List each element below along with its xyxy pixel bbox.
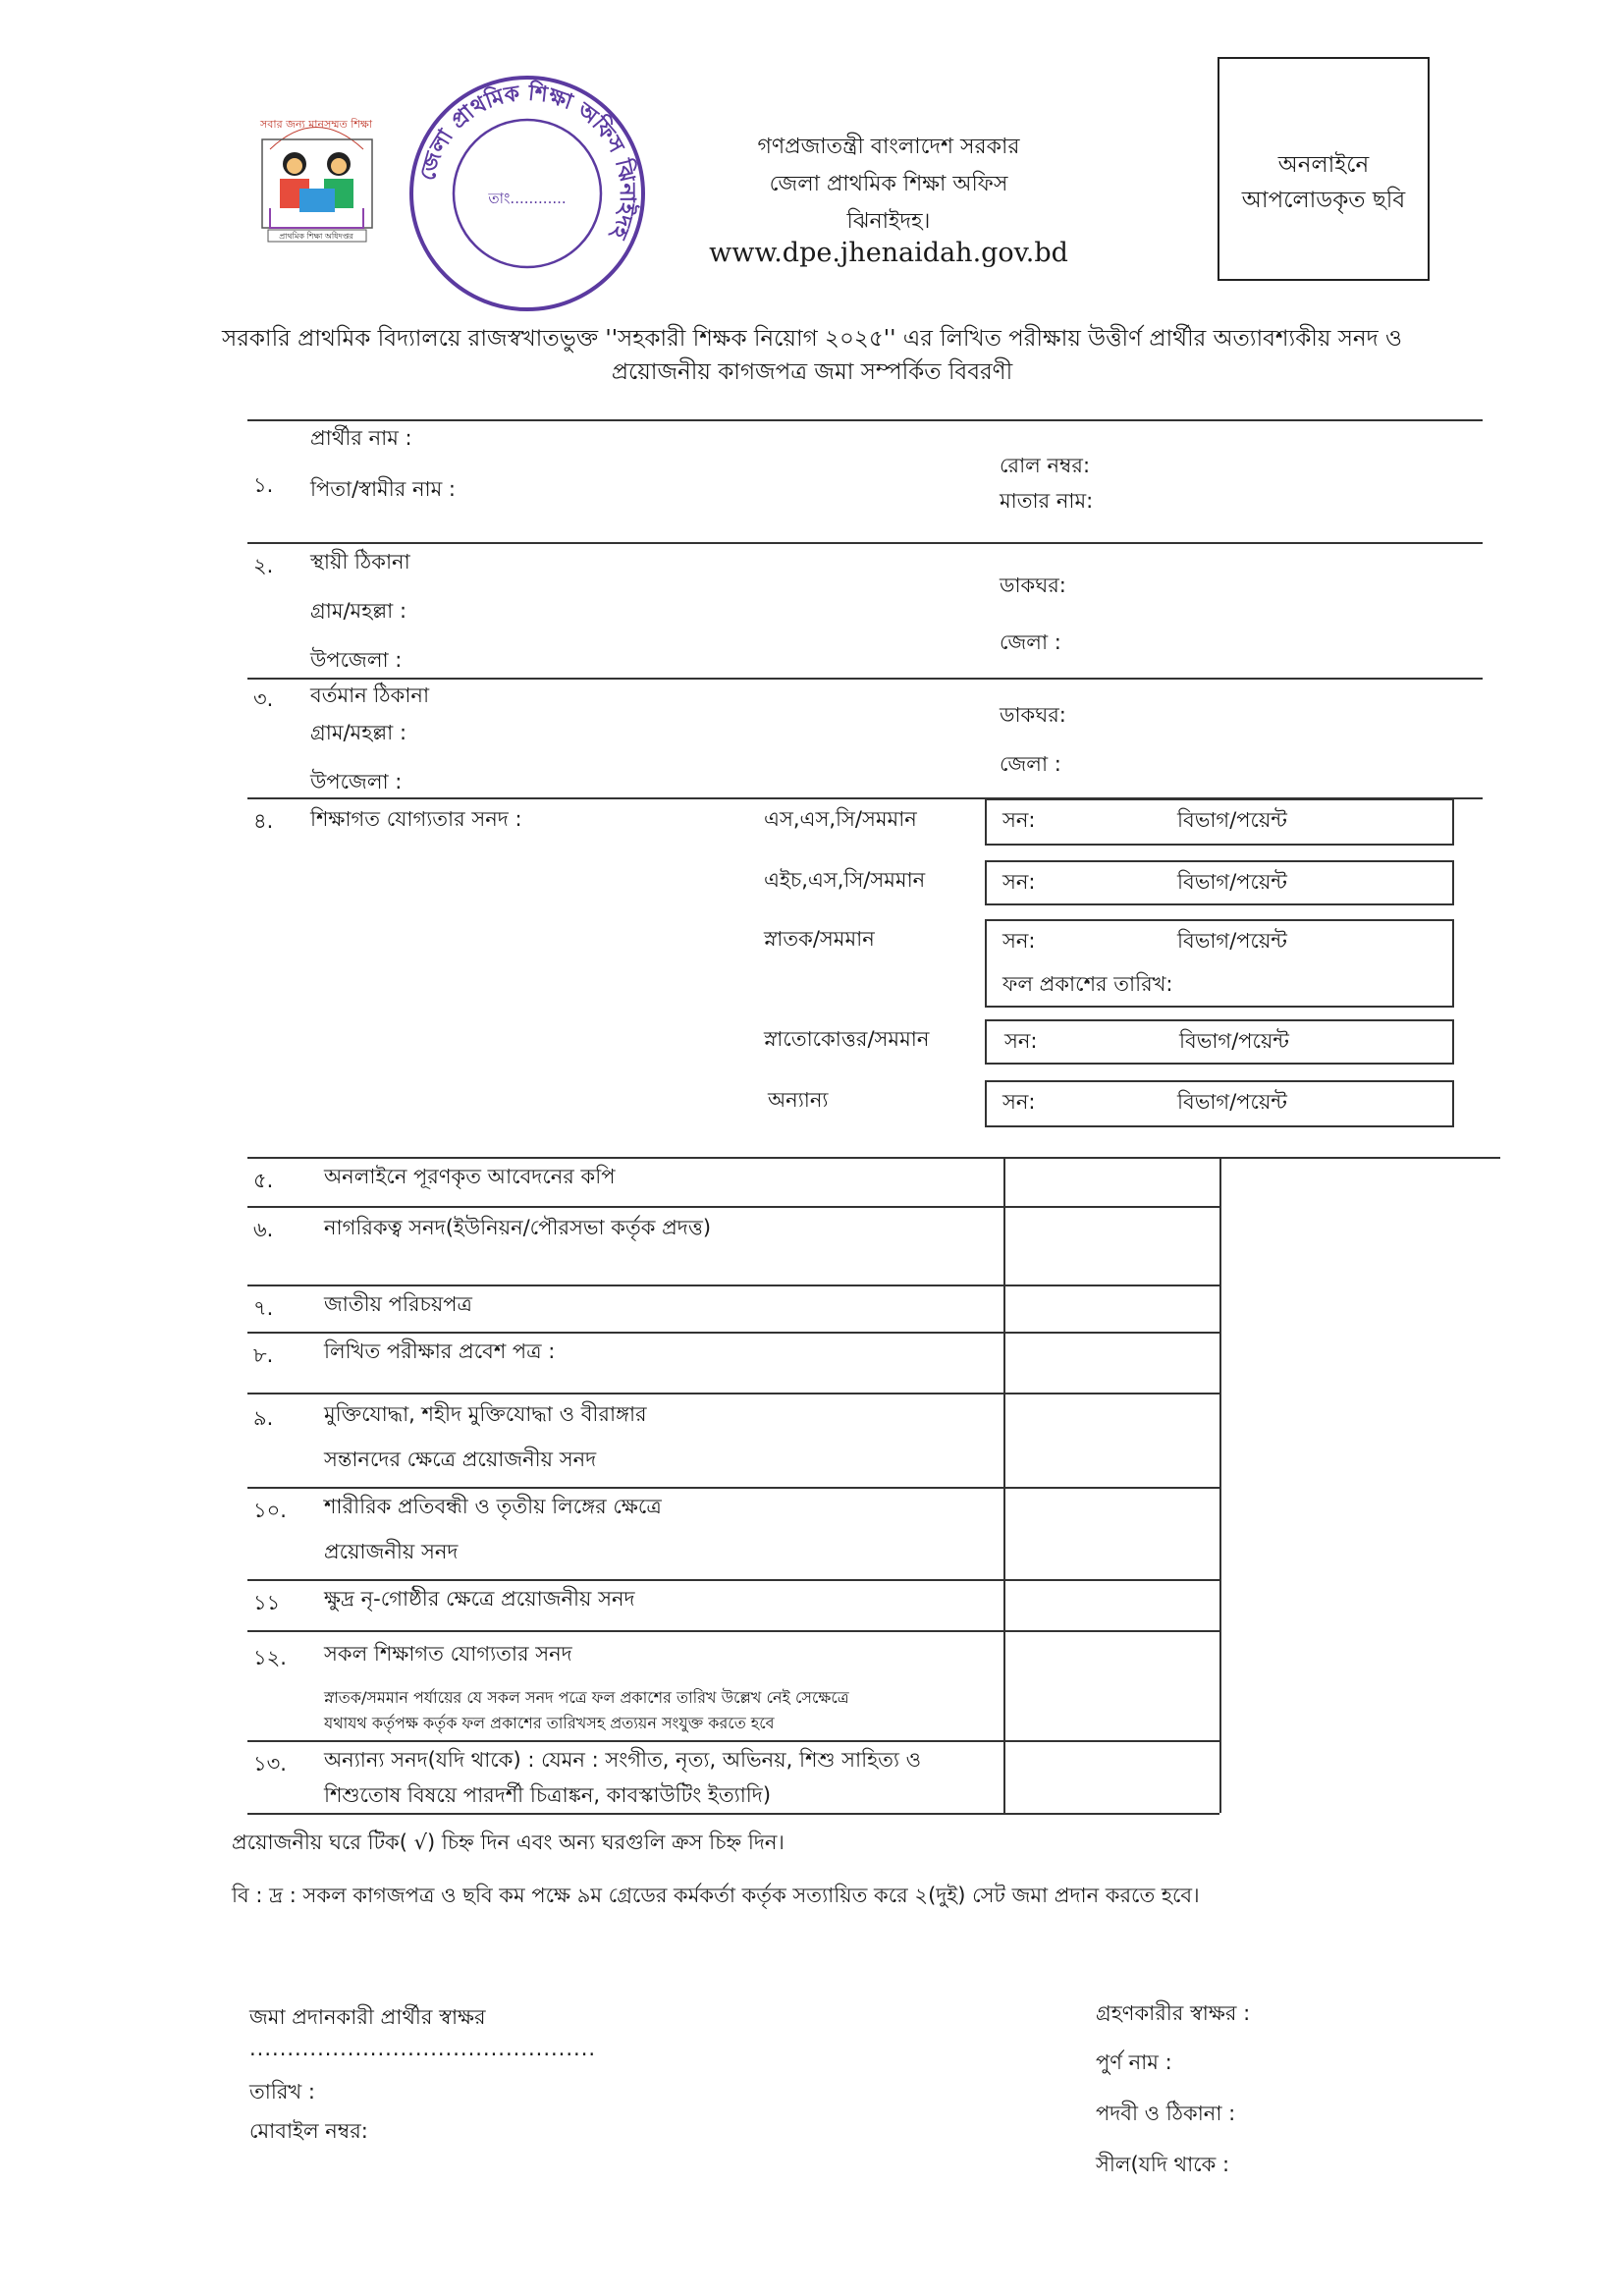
permanent-address-heading: স্থায়ী ঠিকানা — [310, 550, 410, 574]
postgraduate-result-box[interactable] — [985, 1019, 1454, 1065]
divider — [247, 542, 1483, 544]
receiver-seal-label: সীল(যদি থাকে : — [1096, 2153, 1230, 2176]
ssc-year-label: সন: — [1002, 808, 1036, 832]
table-top-border — [247, 1157, 1500, 1159]
checklist-item-label-2: শিশুতোষ বিষয়ে পারদর্শী চিত্রাঙ্কন, কাবস্কাউটিং ইত্যাদি) — [324, 1783, 772, 1807]
exam-hsc-label: এইচ,এস,সি/সমমান — [764, 868, 926, 892]
title-line-1: সরকারি প্রাথমিক বিদ্যালয়ে রাজস্বখাতভুক্ত ''সহকারী শিক্ষক নিয়োগ ২০২৫'' এর লিখিত পরীক্ষায় উত্তীর্ণ প্রার্থীর অত্যাবশ্যকীয় সনদ ও — [222, 326, 1402, 352]
checklist-number: ৭. — [253, 1296, 274, 1320]
postgraduate-year-label: সন: — [1004, 1029, 1038, 1053]
postgraduate-division-label: বিভাগ/পয়েন্ট — [1179, 1029, 1289, 1053]
tick-column-right-border — [1219, 1157, 1221, 1813]
checklist-note-1: স্নাতক/সমমান পর্যায়ের যে সকল সনদ পত্রে ফল প্রকাশের তারিখ উল্লেখ নেই সেক্ষেত্রে — [324, 1688, 849, 1707]
hsc-result-box[interactable] — [985, 860, 1454, 905]
graduate-result-box[interactable] — [985, 919, 1454, 1008]
tick-box-disability[interactable] — [1005, 1489, 1219, 1579]
applicant-signature-label: জমা প্রদানকারী প্রার্থীর স্বাক্ষর — [249, 2005, 486, 2029]
seal-text: জেলা প্রাথমিক শিক্ষা অফিস ঝিনাইদহ — [415, 81, 640, 243]
photo-upload-box — [1218, 57, 1430, 281]
tick-box-online-application[interactable] — [1005, 1159, 1219, 1206]
ssc-division-label: বিভাগ/পয়েন্ট — [1177, 808, 1287, 832]
receiver-designation-label: পদবী ও ঠিকানা : — [1096, 2102, 1236, 2125]
checklist-number: ৫. — [253, 1169, 274, 1192]
checklist-number: ১১ — [253, 1591, 281, 1614]
receiver-signature-label: গ্রহণকারীর স্বাক্ষর : — [1096, 2001, 1251, 2025]
checklist-item-label-2: সন্তানদের ক্ষেত্রে প্রয়োজনীয় সনদ — [324, 1448, 597, 1471]
tick-box-freedom-fighter[interactable] — [1005, 1394, 1219, 1487]
present-upazila-label: উপজেলা : — [310, 770, 403, 793]
logo-top-text: সবার জন্য মানসম্মত শিক্ষা — [259, 118, 373, 131]
present-address-heading: বর্তমান ঠিকানা — [310, 683, 430, 707]
present-post-label: ডাকঘর: — [1000, 703, 1066, 727]
seal-date: তাং............ — [488, 190, 567, 207]
tick-box-citizenship[interactable] — [1005, 1208, 1219, 1285]
hsc-year-label: সন: — [1002, 870, 1036, 894]
tick-instruction: প্রয়োজনীয় ঘরে টিক( √) চিহ্ন দিন এবং অন্য ঘরগুলি ক্রস চিহ্ন দিন। — [232, 1831, 785, 1854]
checklist-note-2: যথাযথ কর্তৃপক্ষ কর্তৃক ফল প্রকাশের তারিখসহ প্রত্যয়ন সংযুক্ত করতে হবে — [324, 1714, 775, 1732]
section-1-number: ১. — [253, 473, 274, 497]
govt-line-2: জেলা প্রাথমিক শিক্ষা অফিস — [769, 172, 1008, 196]
checklist-item-label: অনলাইনে পূরণকৃত আবেদনের কপি — [324, 1165, 616, 1188]
section-3-number: ৩. — [253, 687, 274, 711]
exam-postgraduate-label: স্নাতোকোত্তর/সমমান — [764, 1027, 930, 1051]
govt-line-3: ঝিনাইদহ। — [846, 209, 931, 234]
other-result-box[interactable] — [985, 1080, 1454, 1127]
checklist-number: ৯. — [253, 1406, 274, 1430]
present-village-label: গ্রাম/মহল্লা : — [310, 721, 407, 744]
mother-name-label: মাতার নাম: — [1000, 489, 1094, 513]
permanent-village-label: গ্রাম/মহল্লা : — [310, 599, 407, 623]
checklist-item-label: অন্যান্য সনদ(যদি থাকে) : যেমন : সংগীত, নৃত্য, অভিনয়, শিশু সাহিত্য ও — [324, 1748, 922, 1772]
checklist-item-label: জাতীয় পরিচয়পত্র — [324, 1292, 472, 1316]
divider — [247, 678, 1483, 680]
section-2-number: ২. — [253, 554, 274, 577]
ssc-result-box[interactable] — [985, 798, 1454, 846]
applicant-signature-line[interactable]: .............................................. — [249, 2037, 597, 2060]
permanent-district-label: জেলা : — [1000, 630, 1061, 654]
table-bottom-border — [247, 1813, 1219, 1815]
checklist-number: ১৩. — [253, 1752, 287, 1776]
exam-graduate-label: স্নাতক/সমমান — [764, 927, 875, 951]
other-year-label: সন: — [1002, 1090, 1036, 1114]
svg-text:জেলা প্রাথমিক শিক্ষা অফিস ঝিনা — [415, 80, 640, 245]
checklist-item-label: সকল শিক্ষাগত যোগ্যতার সনদ — [324, 1642, 572, 1666]
checklist-number: ১০. — [253, 1499, 287, 1522]
checklist-item-label: মুক্তিযোদ্ধা, শহীদ মুক্তিযোদ্ধা ও বীরাঙ্গার — [324, 1402, 647, 1426]
present-district-label: জেলা : — [1000, 752, 1061, 776]
tick-box-nid[interactable] — [1005, 1286, 1219, 1332]
title-line-2: প্রয়োজনীয় কাগজপত্র জমা সম্পর্কিত বিবরণী — [611, 359, 1013, 385]
office-seal — [405, 71, 650, 316]
checklist-item-label: নাগরিকত্ব সনদ(ইউনিয়ন/পৌরসভা কর্তৃক প্রদত্ত) — [324, 1216, 712, 1239]
education-heading: শিক্ষাগত যোগ্যতার সনদ : — [310, 807, 522, 831]
checklist-item-label: শারীরিক প্রতিবন্ধী ও তৃতীয় লিঙ্গের ক্ষেত্রে — [324, 1495, 662, 1518]
tick-box-admit-card[interactable] — [1005, 1334, 1219, 1393]
permanent-post-label: ডাকঘর: — [1000, 574, 1066, 597]
exam-other-label: অন্যান্য — [768, 1088, 829, 1112]
govt-line-1: গণপ্রজাতন্ত্রী বাংলাদেশ সরকার — [757, 135, 1020, 159]
divider — [247, 419, 1483, 421]
graduate-result-date-label: ফল প্রকাশের তারিখ: — [1002, 972, 1173, 996]
roll-label: রোল নম্বর: — [1000, 454, 1091, 477]
applicant-name-label: প্রার্থীর নাম : — [310, 426, 412, 450]
other-division-label: বিভাগ/পয়েন্ট — [1177, 1090, 1287, 1114]
tick-box-other-certificates[interactable] — [1005, 1742, 1219, 1813]
tick-box-all-certificates[interactable] — [1005, 1632, 1219, 1738]
graduate-division-label: বিভাগ/পয়েন্ট — [1177, 929, 1287, 953]
checklist-number: ৬. — [253, 1218, 274, 1241]
attestation-note: বি : দ্র : সকল কাগজপত্র ও ছবি কম পক্ষে ৯ম গ্রেডের কর্মকর্তা কর্তৃক সত্যায়িত করে ২(দুই) সেট জমা প্রদান করতে হবে। — [232, 1884, 1200, 1907]
checklist-number: ১২. — [253, 1646, 287, 1669]
mobile-number-label: মোবাইল নম্বর: — [249, 2119, 368, 2143]
checklist-item-label: ক্ষুদ্র নৃ-গোষ্ঠীর ক্ষেত্রে প্রয়োজনীয় সনদ — [324, 1587, 635, 1611]
graduate-year-label: সন: — [1002, 929, 1036, 953]
permanent-upazila-label: উপজেলা : — [310, 648, 403, 672]
dpe-logo — [250, 110, 383, 246]
receiver-full-name-label: পুর্ণ নাম : — [1096, 2050, 1172, 2074]
website-link[interactable]: www.dpe.jhenaidah.gov.bd — [709, 238, 1068, 268]
checklist-number: ৮. — [253, 1343, 274, 1367]
date-label: তারিখ : — [249, 2080, 315, 2104]
hsc-division-label: বিভাগ/পয়েন্ট — [1177, 870, 1287, 894]
exam-ssc-label: এস,এস,সি/সমমান — [764, 807, 917, 831]
tick-box-ethnic[interactable] — [1005, 1581, 1219, 1630]
checklist-item-label-2: প্রয়োজনীয় সনদ — [324, 1540, 459, 1563]
father-name-label: পিতা/স্বামীর নাম : — [310, 477, 456, 501]
logo-bottom-text: প্রাথমিক শিক্ষা অধিদপ্তর — [279, 232, 353, 241]
checklist-item-label: লিখিত পরীক্ষার প্রবেশ পত্র : — [324, 1339, 556, 1363]
section-4-number: ৪. — [253, 809, 274, 833]
photo-box-label: অনলাইনে আপলোডকৃত ছবি — [1241, 152, 1406, 213]
